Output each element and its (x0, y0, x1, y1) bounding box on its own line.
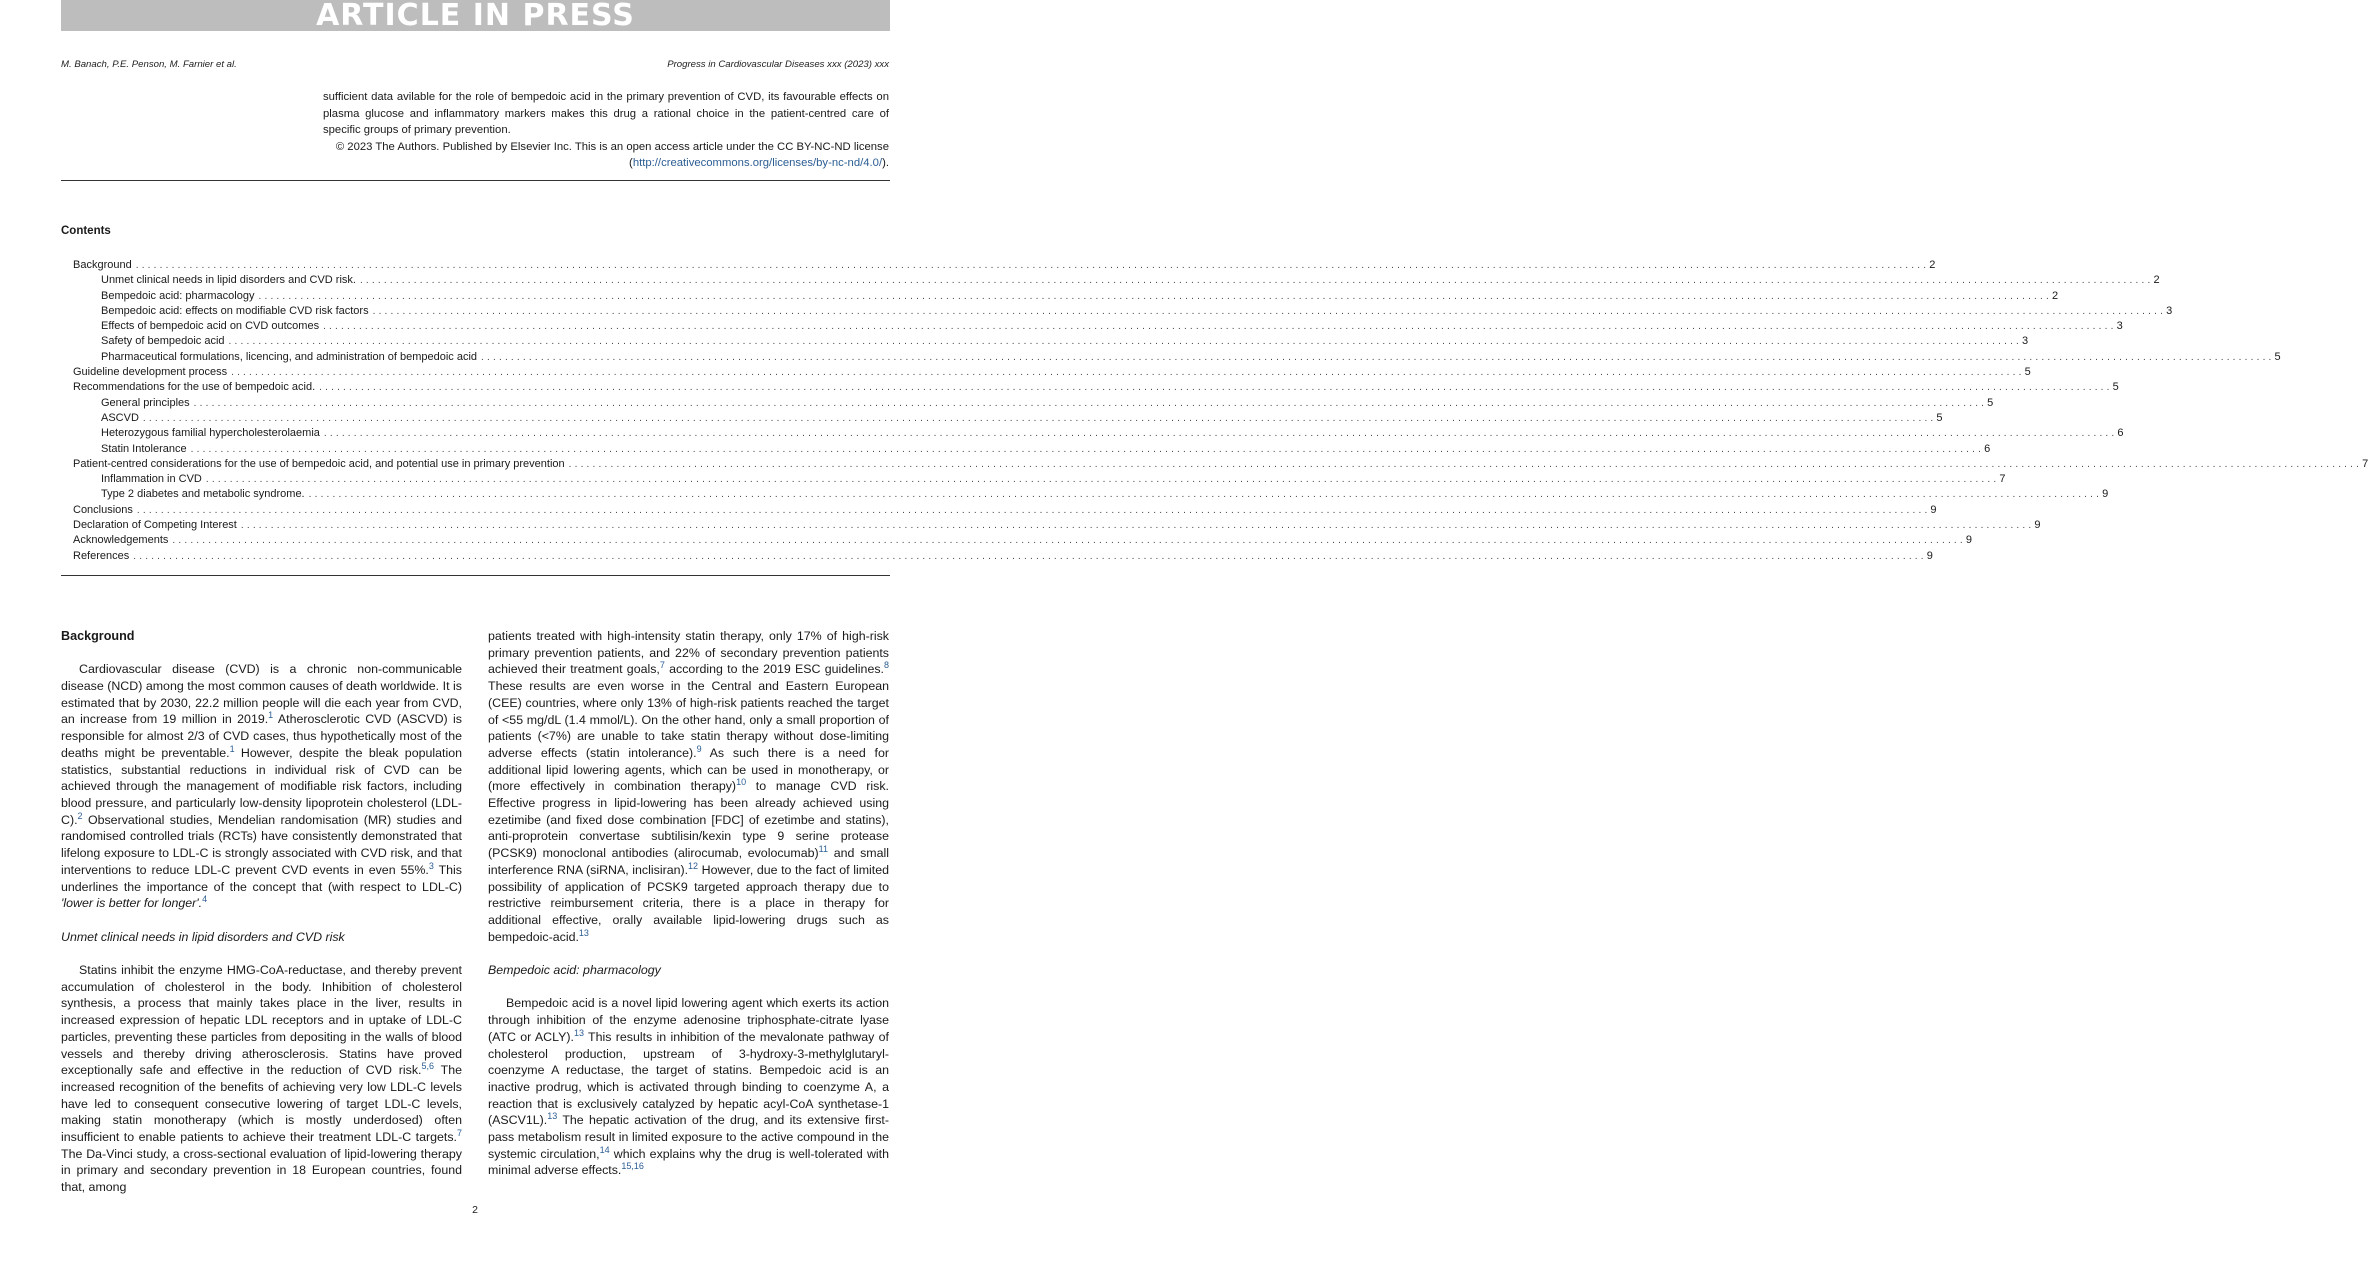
toc-leader-dots: ............................................................................................................................................................................................................................................................................................................ (142, 412, 1937, 424)
citation-link[interactable]: 13 (578, 927, 589, 938)
top-divider (61, 180, 890, 181)
toc-leader-dots: ............................................................................................................................................................................................................................................................................................................ (172, 535, 1966, 547)
toc-entry-title: Recommendations for the use of bempedoic acid. (73, 381, 316, 394)
toc-leader-dots: ............................................................................................................................................................................................................................................................................................................ (372, 305, 2167, 317)
toc-leader-dots: ............................................................................................................................................................................................................................................................................................................ (323, 321, 2117, 333)
citation-link[interactable]: 5,6 (421, 1061, 434, 1072)
toc-entry-page: 9 (1926, 549, 1933, 562)
toc-entry-page: 6 (2117, 427, 2124, 440)
toc-entry-title: Statin Intolerance (101, 442, 187, 455)
toc-entry-page: 7 (1999, 473, 2006, 486)
toc-entry-title: ASCVD (101, 411, 139, 424)
toc-leader-dots: ............................................................................................................................................................................................................................................................................................................ (359, 275, 2154, 287)
toc-entry-page: 5 (2024, 366, 2031, 379)
toc-entry-page: 3 (2022, 335, 2029, 348)
citation-link[interactable]: 1 (229, 743, 235, 754)
toc-entry-page: 5 (1936, 411, 1943, 424)
toc-entry-title: Patient-centred considerations for the use of bempedoic acid, and potential use in primary prevention (73, 457, 565, 470)
citation-link[interactable]: 10 (736, 777, 747, 788)
citation-link[interactable]: 11 (818, 844, 828, 855)
toc-entry-title: General principles (101, 396, 190, 409)
toc-entry-page: 2 (2051, 289, 2059, 302)
toc-leader-dots: ............................................................................................................................................................................................................................................................................................................ (319, 382, 2113, 394)
toc-entry[interactable] (73, 442, 1991, 457)
toc-entry[interactable] (73, 426, 2124, 441)
toc-entry-title: Conclusions (73, 503, 133, 516)
citation-link[interactable]: 4 (202, 894, 208, 905)
left-column (61, 628, 462, 1196)
toc-entry[interactable] (73, 273, 2160, 288)
toc-entry[interactable] (73, 549, 1933, 564)
italic-quote: 'lower is better for longer'. (61, 896, 203, 911)
running-head-journal: Progress in Cardiovascular Diseases xxx (2023) xxx (667, 59, 889, 70)
toc-entry-page: 6 (1984, 442, 1991, 455)
toc-entry[interactable] (73, 396, 1994, 411)
unmet-needs-paragraph: Statins inhibit the enzyme HMG-CoA-reductase, and thereby prevent accumulation of cholesterol in the body. Inhibition of cholesterol synthesis, a process that mainly takes place in the liver, results in increased expression of hepatic LDL receptors and in uptake of LDL-C particles, preventing these particles from depositing in the walls of blood vessels and thereby driving atherosclerosis. Statins have proved exceptionally safe and effective in the reduction of CVD risk.$^{5,6}$ The increased recognition of the benefits of achieving very low LDL-C levels have led to consequent consecutive lowering of target LDL-C levels, making statin monotherapy (which is mostly underdosed) often insufficient to enable patients to achieve their treatment LDL-C targets.$^7$ The Da-Vinci study, a cross-sectional evaluation of lipid-lowering therapy in primary and secondary prevention in 18 European countries, found that, among (61, 962, 462, 1195)
toc-entry[interactable] (73, 487, 2109, 502)
toc-entry-page: 9 (1965, 534, 1973, 547)
toc-entry[interactable] (73, 457, 2368, 472)
table-of-contents (73, 258, 2368, 564)
toc-entry[interactable] (73, 518, 2041, 533)
citation-link[interactable]: 7 (456, 1128, 462, 1139)
toc-entry-page: 9 (1930, 503, 1937, 516)
right-column (488, 628, 889, 1179)
toc-entry-page: 5 (2274, 350, 2281, 363)
contents-divider (61, 575, 890, 576)
pharmacology-paragraph: Bempedoic acid is a novel lipid lowering agent which exerts its action through inhibition of the enzyme adenosine triphosphate-citrate lyase (ATC or ACLY).$^{13}$ This results in inhibition of the mevalonate pathway of cholesterol production, upstream of 3-hydroxy-3-methylglutaryl-coenzyme A reductase, the target of statins. Bempedoic acid is an inactive prodrug, which is activated through binding to coenzyme A, a reaction that is exclusively catalyzed by hepatic acyl-CoA synthetase-1 (ASCV1L).$^{13}$ The hepatic activation of the drug, and its extensive first-pass metabolism result in limited exposure to the active compound in the systemic circulation,$^{14}$ which explains why the drug is well-tolerated with minimal adverse effects.$^{15,16}$ (488, 996, 889, 1178)
toc-leader-dots: ............................................................................................................................................................................................................................................................................................................ (231, 367, 2025, 379)
toc-entry-page: 9 (2034, 519, 2041, 532)
toc-entry-title: Unmet clinical needs in lipid disorders and CVD risk. (101, 274, 356, 287)
toc-leader-dots: ............................................................................................................................................................................................................................................................................................................ (193, 397, 1988, 409)
continued-paragraph: patients treated with high-intensity statin therapy, only 17% of high-risk primary prevention patients, and 22% of secondary prevention patients achieved their treatment goals,$^7$ according to the 2019 ESC guidelines.$^8$ These results are even worse in the Central and Eastern European (CEE) countries, where only 13% of high-risk patients reached the target of <55 mg/dL (1.4 mmol/L). On the other hand, only a small proportion of patients (<7%) are unable to take statin therapy without dose-limiting adverse effects (statin intolerance).$^9$ As such there is a need for additional lipid lowering agents, which can be used in monotherapy, or (more effectively in combination therapy)$^{10}$ to manage CVD risk. Effective progress in lipid-lowering has been already achieved using ezetimibe (and fixed dose combination [FDC] of ezetimbe and statins), anti-proprotein convertase subtilisin/kexin type 9 serine protease (PCSK9) monoclonal antibodies (alirocumab, evolocumab)$^{11}$ and small interference RNA (siRNA, inclisiran).$^{12}$ However, due to the fact of limited possibility of application of PCSK9 targeted approach therapy due to restrictive reimbursement criteria, there is a place in therapy for additional effective, orally available lipid-lowering drugs such as bempedoic-acid.$^{13}$ (488, 629, 889, 944)
citation-link[interactable]: 13 (573, 1027, 584, 1038)
toc-entry-page: 3 (2166, 304, 2173, 317)
toc-entry[interactable] (73, 258, 1936, 273)
toc-entry-page: 3 (2116, 320, 2123, 333)
toc-entry-title: Effects of bempedoic acid on CVD outcomes (101, 320, 320, 333)
toc-entry-title: Bempedoic acid: pharmacology (101, 289, 255, 302)
citation-link[interactable]: 1 (268, 710, 274, 721)
citation-link[interactable]: 2 (77, 810, 83, 821)
toc-leader-dots: ............................................................................................................................................................................................................................................................................................................ (190, 443, 1985, 455)
toc-entry-page: 2 (2153, 274, 2160, 287)
toc-entry-title: Acknowledgements (73, 534, 169, 547)
copyright-text: © 2023 The Authors. Published by Elsevier Inc. This is an open access article under the CC BY-NC-ND license ( (335, 140, 889, 170)
contents-title: Contents (61, 225, 111, 237)
toc-entry[interactable] (73, 533, 1973, 548)
toc-entry-page: 2 (1929, 259, 1936, 271)
license-link[interactable]: http://creativecommons.org/licenses/by-nc-nd/4.0/ (632, 157, 883, 170)
toc-leader-dots: ............................................................................................................................................................................................................................................................................................................ (133, 550, 1927, 562)
toc-entry-title: Inflammation in CVD (101, 473, 202, 486)
background-paragraph: Cardiovascular disease (CVD) is a chronic non-communicable disease (NCD) among the most common causes of death worldwide. It is estimated that by 2030, 22.2 million people will die each year from CVD, an increase from 19 million in 2019.$^1$ Atherosclerotic CVD (ASCVD) is responsible for almost 2/3 of CVD cases, thus hypothetically most of the deaths might be preventable.$^1$ However, despite the bleak population statistics, substantial reductions in individual risk of CVD can be achieved through the management of modifiable risk factors, including blood pressure, and particularly low-density lipoprotein cholesterol (LDL-C).$^2$ Observational studies, Mendelian randomisation (MR) studies and randomised controlled trials (RCTs) have consistently demonstrated that lifelong exposure to LDL-C is strongly associated with CVD risk, and that interventions to reduce LDL-C prevent CVD events in even 55%.$^3$ This underlines the importance of the concept that (with respect to LDL-C) 'lower is better for longer'.$^4$ (61, 662, 462, 911)
toc-entry-title: Type 2 diabetes and metabolic syndrome. (101, 488, 305, 501)
running-head-authors: M. Banach, P.E. Penson, M. Farnier et al. (61, 59, 237, 70)
toc-entry[interactable] (73, 503, 1937, 518)
citation-link[interactable]: 14 (599, 1144, 610, 1155)
citation-link[interactable]: 13 (547, 1111, 558, 1122)
toc-entry[interactable] (73, 304, 2173, 319)
toc-entry[interactable] (73, 350, 2281, 365)
toc-entry[interactable] (73, 289, 2059, 304)
citation-link[interactable]: 12 (688, 860, 699, 871)
toc-entry-page: 5 (1987, 396, 1994, 409)
toc-entry[interactable] (73, 411, 1943, 426)
article-in-press-banner: ARTICLE IN PRESS (61, 0, 890, 31)
toc-leader-dots: ............................................................................................................................................................................................................................................................................................................ (205, 474, 2000, 486)
toc-leader-dots: ............................................................................................................................................................................................................................................................................................................ (481, 351, 2275, 363)
toc-entry-title: Safety of bempedoic acid (101, 335, 225, 348)
toc-leader-dots: ............................................................................................................................................................................................................................................................................................................ (258, 290, 2052, 302)
toc-leader-dots: ............................................................................................................................................................................................................................................................................................................ (240, 520, 2035, 532)
toc-entry[interactable] (73, 365, 2031, 380)
toc-entry-page: 9 (2102, 488, 2109, 501)
toc-entry-page: 5 (2112, 381, 2119, 394)
citation-link[interactable]: 7 (659, 660, 665, 671)
abstract-tail (323, 89, 889, 172)
abstract-text: sufficient data avilable for the role of bempedoic acid in the primary prevention of CVD, its favourable effects on plasma glucose and inflammatory markers makes this drug a rational choice in the patient-centred care of specific groups of primary prevention. (323, 91, 889, 137)
license-close: ). (882, 157, 889, 170)
toc-leader-dots: ............................................................................................................................................................................................................................................................................................................ (568, 458, 2363, 470)
toc-entry[interactable] (73, 472, 2006, 487)
toc-entry[interactable] (73, 380, 2119, 395)
toc-entry-title: Background (73, 259, 132, 271)
toc-leader-dots: ............................................................................................................................................................................................................................................................................................................ (228, 336, 2023, 348)
citation-link[interactable]: 8 (883, 660, 889, 671)
toc-entry-title: Pharmaceutical formulations, licencing, and administration of bempedoic acid (101, 350, 478, 363)
toc-leader-dots: ............................................................................................................................................................................................................................................................................................................ (308, 489, 2103, 501)
toc-entry-title: Bempedoic acid: effects on modifiable CVD risk factors (101, 304, 369, 317)
toc-entry[interactable] (73, 319, 2123, 334)
toc-entry-page: 7 (2362, 457, 2368, 470)
license-line (323, 139, 889, 172)
page-number: 2 (472, 1204, 478, 1216)
toc-entry[interactable] (73, 334, 2029, 349)
citation-link[interactable]: 9 (696, 743, 702, 754)
citation-link[interactable]: 15,16 (621, 1161, 644, 1172)
citation-link[interactable]: 3 (428, 860, 434, 871)
toc-leader-dots: ............................................................................................................................................................................................................................................................................................................ (323, 428, 2118, 440)
toc-entry-title: Declaration of Competing Interest (73, 519, 237, 532)
unmet-needs-heading: Unmet clinical needs in lipid disorders and CVD risk (61, 929, 345, 944)
pharmacology-heading: Bempedoic acid: pharmacology (488, 963, 661, 978)
toc-leader-dots: ............................................................................................................................................................................................................................................................................................................ (136, 504, 1931, 516)
toc-entry-title: Guideline development process (73, 366, 228, 379)
toc-entry-title: Heterozygous familial hypercholesterolaemia (101, 427, 320, 440)
toc-leader-dots: ............................................................................................................................................................................................................................................................................................................ (135, 260, 1930, 271)
toc-entry-title: References (73, 549, 130, 562)
background-heading: Background (61, 629, 135, 643)
